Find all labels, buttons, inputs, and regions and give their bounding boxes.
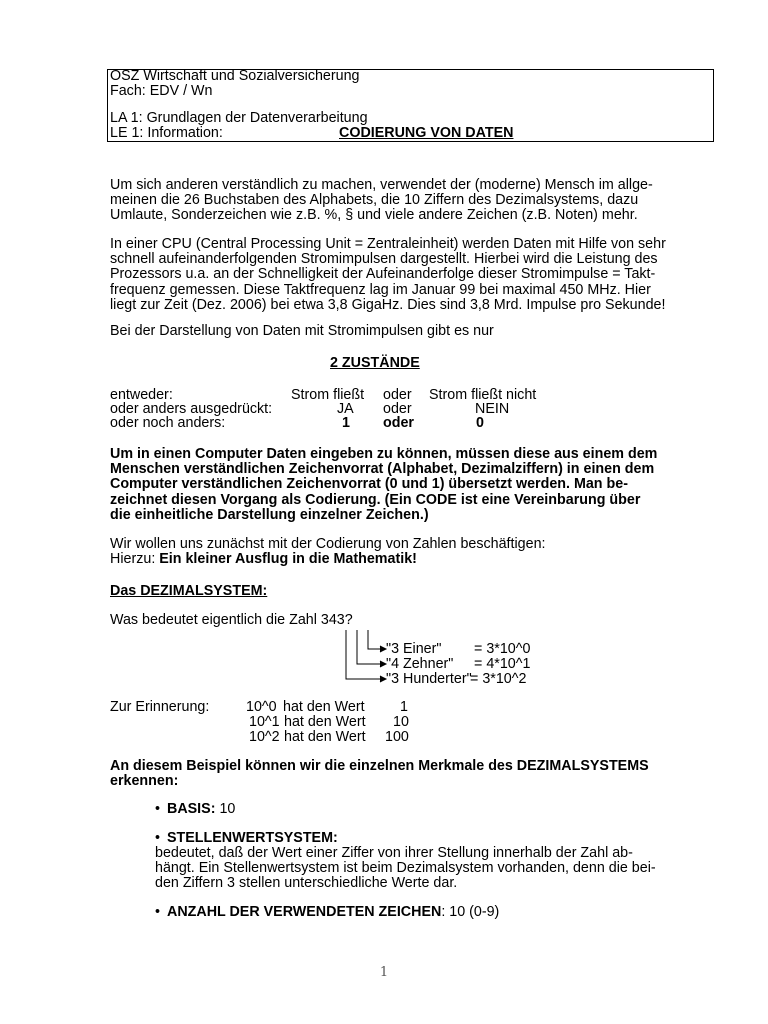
- states-row-b: NEIN: [475, 401, 510, 417]
- anzahl-label: ANZAHL DER VERWENDETEN ZEICHEN: [167, 904, 442, 920]
- states-row-mid: oder: [383, 401, 412, 417]
- place-name-hunderter: "3 Hunderter": [386, 671, 472, 687]
- reminder-value: 100: [385, 729, 409, 745]
- stellen-label: STELLENWERTSYSTEM:: [167, 830, 338, 846]
- coding-line: Computer verständlichen Zeichenvorrat (0 und 1) übersetzt werden. Man be-: [110, 476, 628, 493]
- cpu-line: frequenz gemessen. Diese Taktfrequenz lag im Januar 99 bei maximal 450 MHz. Hier: [110, 281, 651, 298]
- basis-label: BASIS:: [167, 801, 216, 817]
- states-row-a: Strom fließt: [291, 387, 365, 403]
- states-heading: 2 ZUSTÄNDE: [330, 355, 420, 371]
- place-eq-hunderter: = 3*10^2: [470, 671, 527, 687]
- header-subject: Fach: EDV / Wn: [110, 83, 213, 99]
- coding-line: Menschen verständlichen Zeichenvorrat (Alphabet, Dezimalziffern) in einen dem: [110, 461, 655, 478]
- reminder-value: 10: [393, 714, 409, 730]
- states-row-label: oder anders ausgedrückt:: [110, 401, 273, 417]
- stellen-line: den Ziffern 3 stellen unterschiedliche Werte dar.: [155, 875, 458, 891]
- cpu-line: liegt zur Zeit (Dez. 2006) bei etwa 3,8 GigaHz. Dies sind 3,8 Mrd. Impulse pro Sekunde!: [110, 296, 666, 313]
- anzahl-value: : 10 (0-9): [441, 904, 500, 920]
- place-eq-einer: = 3*10^0: [474, 641, 531, 657]
- bullet-anzahl: [155, 905, 499, 920]
- reminder-power: 10^0: [246, 699, 277, 715]
- question-343: Was bedeutet eigentlich die Zahl 343?: [110, 612, 353, 628]
- bullet-icon: •: [155, 801, 161, 817]
- coding-line: Um in einen Computer Daten eingeben zu können, müssen diese aus einem dem: [110, 446, 658, 462]
- cpu-line: Prozessors u.a. an der Schnelligkeit der Aufeinanderfolge dieser Stromimpulse = Takt-: [110, 266, 656, 283]
- reminder-text: hat den Wert: [284, 714, 366, 730]
- coding-line: zeichnet diesen Vorgang als Codierung. (Ein CODE ist eine Vereinbarung über: [110, 491, 641, 508]
- reminder-text: hat den Wert: [284, 729, 366, 745]
- reminder-text: hat den Wert: [283, 699, 365, 715]
- place-name-zehner: "4 Zehner": [386, 656, 454, 672]
- states-row-b: 0: [476, 415, 484, 431]
- bullet-icon: •: [155, 904, 161, 920]
- decimal-heading: Das DEZIMALSYSTEM:: [110, 583, 268, 599]
- reminder-value: 1: [400, 699, 408, 715]
- bullet-basis: [155, 802, 235, 817]
- reminder-label: Zur Erinnerung:: [110, 699, 210, 715]
- place-eq-zehner: = 4*10^1: [474, 656, 531, 672]
- cpu-line: In einer CPU (Central Processing Unit = Zentraleinheit) werden Daten mit Hilfe von sehr: [110, 236, 666, 252]
- header-title: CODIERUNG VON DATEN: [339, 125, 514, 141]
- numbers-hint-prefix: Hierzu:: [110, 551, 160, 567]
- header-school: OSZ Wirtschaft und Sozialversicherung: [110, 68, 360, 84]
- reminder-power: 10^2: [249, 729, 280, 745]
- bullet-icon: •: [155, 830, 161, 846]
- intro-line: Um sich anderen verständlich zu machen, verwendet der (moderne) Mensch im allge-: [110, 177, 653, 193]
- states-row-label: oder noch anders:: [110, 415, 226, 431]
- numbers-intro: Wir wollen uns zunächst mit der Codierung von Zahlen beschäftigen:: [110, 536, 546, 552]
- features-line: erkennen:: [110, 773, 179, 789]
- stellen-line: bedeutet, daß der Wert einer Ziffer von ihrer Stellung innerhalb der Zahl ab-: [155, 845, 633, 861]
- place-name-einer: "3 Einer": [386, 641, 442, 657]
- states-row-label: entweder:: [110, 387, 173, 403]
- intro-line: meinen die 26 Buchstaben des Alphabets, die 10 Ziffern des Dezimalsystems, dazu: [110, 192, 639, 209]
- features-line: An diesem Beispiel können wir die einzelnen Merkmale des DEZIMALSYSTEMS: [110, 758, 649, 774]
- states-row-b: Strom fließt nicht: [429, 387, 537, 403]
- basis-value: 10: [215, 801, 236, 817]
- header-unit: LE 1: Information:: [110, 125, 223, 141]
- states-row-a: JA: [337, 401, 354, 417]
- states-intro: Bei der Darstellung von Daten mit Stromimpulsen gibt es nur: [110, 323, 494, 339]
- page-number: 1: [379, 965, 389, 980]
- states-row-a: 1: [342, 415, 350, 431]
- bullet-stellenwert: [155, 831, 338, 846]
- reminder-power: 10^1: [249, 714, 280, 730]
- states-row-mid: oder: [383, 415, 414, 431]
- states-row-mid: oder: [383, 387, 412, 403]
- header-learning-area: LA 1: Grundlagen der Datenverarbeitung: [110, 110, 368, 126]
- intro-line: Umlaute, Sonderzeichen wie z.B. %, § und viele andere Zeichen (z.B. Noten) mehr.: [110, 207, 638, 224]
- stellen-line: hängt. Ein Stellenwertsystem ist beim Dezimalsystem vorhanden, denn die bei-: [155, 860, 656, 876]
- cpu-line: schnell aufeinanderfolgenden Stromimpulsen dargestellt. Hierbei wird die Leistung des: [110, 251, 658, 268]
- numbers-hint-bold: Ein kleiner Ausflug in die Mathematik!: [159, 551, 417, 567]
- coding-line: die einheitliche Darstellung einzelner Zeichen.): [110, 506, 429, 523]
